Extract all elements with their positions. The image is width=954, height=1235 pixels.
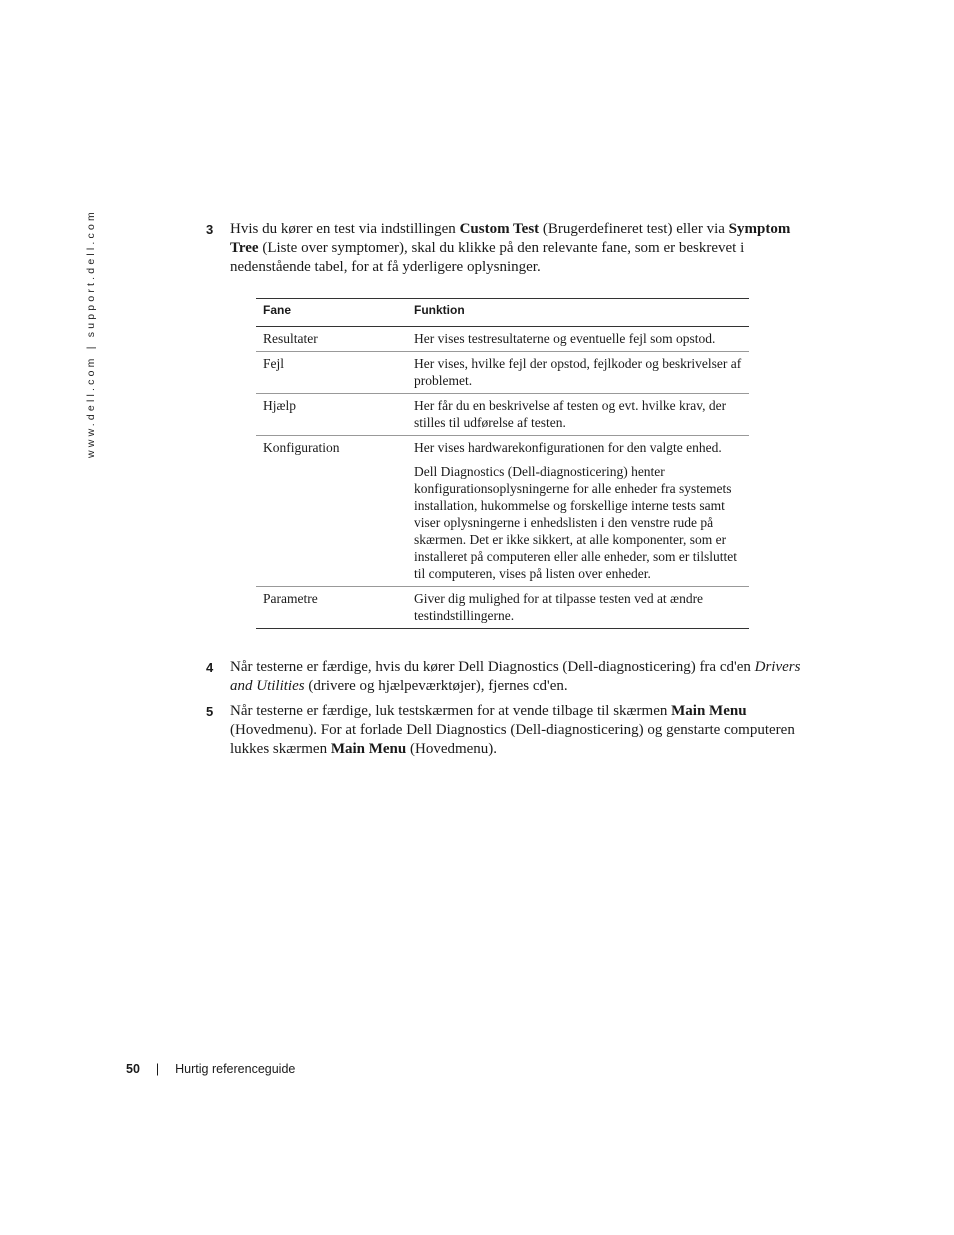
- table-row: [256, 394, 749, 436]
- header-funktion: Funktion: [407, 299, 749, 327]
- function-cell: [407, 394, 749, 436]
- function-cell: [407, 436, 749, 587]
- table-row: [256, 352, 749, 394]
- custom-test-label: Custom Test: [459, 221, 540, 237]
- table-row: [256, 327, 749, 352]
- text-run: (Brugerdefineret test) eller via: [539, 221, 729, 237]
- step-3: [206, 220, 812, 277]
- step-number: 5: [206, 704, 214, 719]
- function-text: Her vises, hvilke fejl der opstod, fejlkoder og beskrivelser af problemet.: [414, 356, 742, 388]
- footer-separator: |: [155, 1062, 160, 1076]
- tab-cell: Konfiguration: [256, 436, 407, 587]
- function-text: Giver dig mulighed for at tilpasse testen ved at ændre testindstillingerne.: [414, 591, 704, 623]
- symptom-tree-label: Symptom Tree: [230, 221, 791, 256]
- sidebar-url: www.dell.com | support.dell.com: [85, 209, 97, 458]
- tab-cell: Fejl: [256, 352, 407, 394]
- step-text: [230, 702, 812, 759]
- function-text: Her vises hardwarekonfigurationen for den valgte enhed.: [414, 440, 722, 455]
- page-number: 50: [126, 1062, 140, 1076]
- function-cell: [407, 352, 749, 394]
- function-text: Her vises testresultaterne og eventuelle fejl som opstod.: [414, 331, 716, 346]
- tab-cell: Resultater: [256, 327, 407, 352]
- header-fane: Fane: [256, 299, 407, 327]
- main-menu-label: Main Menu: [671, 703, 747, 719]
- text-run: Når testerne er færdige, luk testskærmen for at vende tilbage til skærmen: [230, 703, 672, 719]
- tab-function-table: [256, 298, 749, 629]
- step-5: [206, 702, 812, 759]
- tab-cell: Hjælp: [256, 394, 407, 436]
- step-number: 3: [206, 222, 214, 237]
- main-menu-label: Main Menu: [330, 741, 407, 757]
- function-cell: [407, 587, 749, 629]
- table-header-row: [256, 299, 749, 327]
- step-4: [206, 658, 812, 696]
- text-run: Når testerne er færdige, hvis du kører Dell Diagnostics (Dell-diagnosticering) fra cd'en: [230, 659, 755, 675]
- guide-title: Hurtig referenceguide: [175, 1062, 296, 1076]
- text-run: (Hovedmenu).: [406, 741, 498, 757]
- step-text: [230, 220, 812, 277]
- function-text: Her får du en beskrivelse af testen og evt. hvilke krav, der stilles til udførelse af testen.: [414, 398, 727, 430]
- tab-cell: Parametre: [256, 587, 407, 629]
- text-run: (Liste over symptomer), skal du klikke på den relevante fane, som er beskrevet i nedenstående tabel, for at få yderligere oplysninger.: [230, 240, 745, 275]
- step-text: [230, 658, 812, 696]
- function-text: Dell Diagnostics (Dell-diagnosticering) henter konfigurationsoplysningerne for alle enheder fra systemets installation, hukommelse og forskellige interne tests samt viser oplysningerne i enhedslisten i den venstre rude på skærmen. Det er ikke sikkert, at alle komponenter, som er installeret på computeren eller alle enheder, som er tilsluttet til computeren, vises på listen over enheder.: [414, 464, 737, 581]
- text-run: (Hovedmenu). For at forlade Dell Diagnostics (Dell-diagnosticering) og genstarte computeren lukkes skærmen: [230, 722, 795, 757]
- table-row: [256, 436, 749, 587]
- text-run: Hvis du kører en test via indstillingen: [230, 221, 460, 237]
- page-footer: [126, 1062, 295, 1076]
- drivers-utilities-title: Drivers and Utilities: [230, 659, 801, 694]
- table-row: [256, 587, 749, 629]
- function-cell: [407, 327, 749, 352]
- text-run: (drivere og hjælpeværktøjer), fjernes cd'en.: [304, 678, 568, 694]
- step-number: 4: [206, 660, 214, 675]
